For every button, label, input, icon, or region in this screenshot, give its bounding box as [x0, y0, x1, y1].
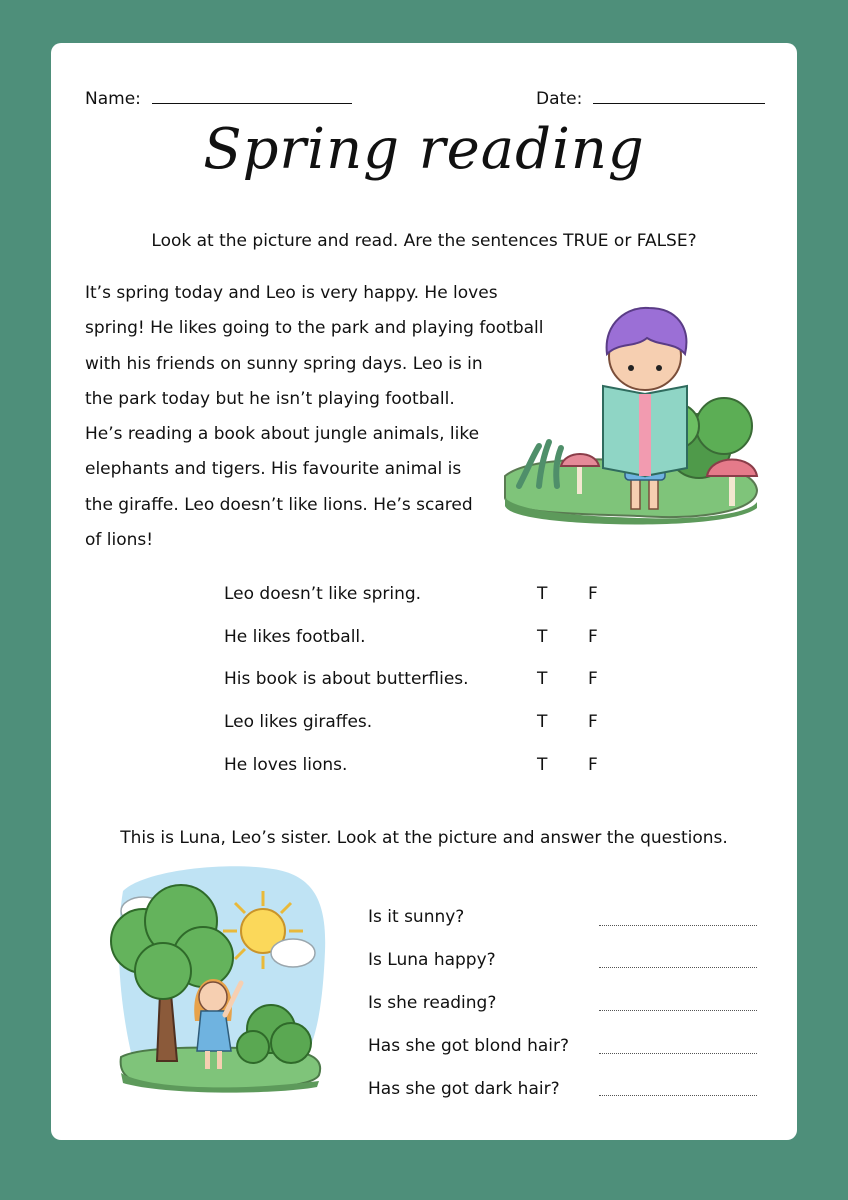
answer-line-5[interactable]	[599, 1095, 757, 1096]
question-3: Is she reading?	[368, 993, 497, 1013]
passage-line: the park today but he isn’t playing football.	[85, 388, 455, 409]
name-line[interactable]	[152, 103, 352, 104]
true-option[interactable]: T	[537, 584, 548, 604]
passage-line: with his friends on sunny spring days. Leo is in	[85, 353, 483, 374]
answer-line-3[interactable]	[599, 1010, 757, 1011]
question-2: Is Luna happy?	[368, 950, 496, 970]
question-1: Is it sunny?	[368, 907, 465, 927]
true-option[interactable]: T	[537, 627, 548, 647]
date-line[interactable]	[593, 103, 765, 104]
passage-line: of lions!	[85, 530, 154, 551]
instruction-questions: This is Luna, Leo’s sister. Look at the picture and answer the questions.	[120, 828, 728, 848]
passage-line: elephants and tigers. His favourite animal is	[85, 459, 462, 480]
question-4: Has she got blond hair?	[368, 1036, 570, 1056]
passage-line: He’s reading a book about jungle animals, like	[85, 424, 480, 445]
statement-3: His book is about butterflies.	[224, 669, 469, 689]
false-option[interactable]: F	[588, 755, 598, 775]
answer-line-2[interactable]	[599, 967, 757, 968]
statement-4: Leo likes giraffes.	[224, 712, 373, 732]
statement-1: Leo doesn’t like spring.	[224, 584, 422, 604]
true-option[interactable]: T	[537, 669, 548, 689]
passage-line: spring! He likes going to the park and playing football	[85, 318, 544, 339]
worksheet	[51, 43, 797, 1140]
statement-2: He likes football.	[224, 627, 366, 647]
true-option[interactable]: T	[537, 755, 548, 775]
question-5: Has she got dark hair?	[368, 1079, 560, 1099]
false-option[interactable]: F	[588, 712, 598, 732]
false-option[interactable]: F	[588, 669, 598, 689]
false-option[interactable]: F	[588, 584, 598, 604]
date-label: Date:	[536, 89, 583, 109]
name-label: Name:	[85, 89, 141, 109]
true-option[interactable]: T	[537, 712, 548, 732]
boy-reading-illustration	[499, 276, 761, 526]
instruction-true-false: Look at the picture and read. Are the sentences TRUE or FALSE?	[151, 231, 697, 251]
answer-line-1[interactable]	[599, 925, 757, 926]
page-title: Spring reading	[203, 117, 645, 182]
girl-in-park-illustration	[103, 861, 329, 1093]
date-field[interactable]	[536, 89, 765, 109]
statement-5: He loves lions.	[224, 755, 348, 775]
passage-line: the giraffe. Leo doesn’t like lions. He’s scared	[85, 494, 473, 515]
passage-line: It’s spring today and Leo is very happy. He loves	[85, 283, 498, 303]
false-option[interactable]: F	[588, 627, 598, 647]
answer-line-4[interactable]	[599, 1053, 757, 1054]
name-field[interactable]	[85, 89, 352, 109]
reading-passage	[85, 276, 544, 558]
